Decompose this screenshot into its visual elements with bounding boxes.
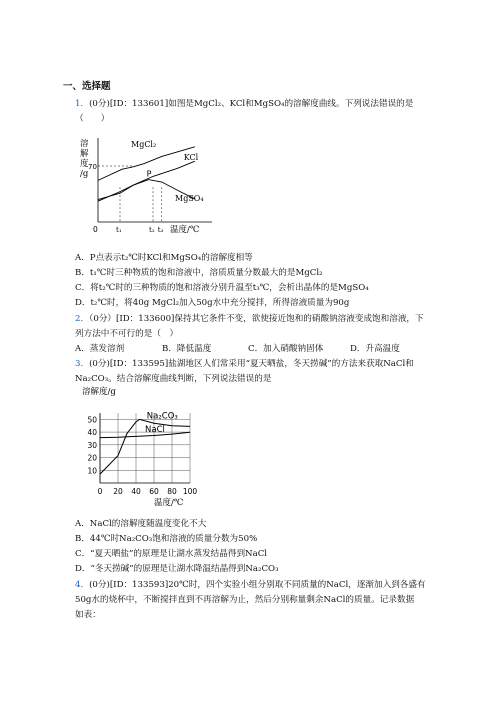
x-tick-label: 0 [97,487,103,496]
y-axis-label-char: 解 [80,149,89,159]
y-tick-label: 30 [87,440,97,450]
q2-option-c[interactable]: C．加入硝酸钠固体 [248,344,324,354]
question-4-number: 4． [75,580,90,590]
question-2-stem-line2: 列方法中不可行的是（ ） [75,329,179,339]
point-p-label: P [146,169,152,179]
y-tick-label: 20 [87,453,97,463]
question-4-text: (0分)[ID：133593]20℃时，四个实验小组分别取不同质量的NaCl，逐渐加入到各盛有 [89,580,426,590]
question-4-stem [75,578,426,590]
x-tick-label: t₁ [116,226,122,234]
q1-option-c[interactable]: C．将t₂℃时的三种物质的饱和溶液分别升温至t₃℃，会析出晶体的是MgSO₄ [75,283,369,293]
y-tick-label: 50 [87,415,97,425]
origin-label: 0 [93,225,98,234]
q3-option-d[interactable]: D．“冬天捞碱”的原理是让湖水降温结晶得到Na₂CO₃ [75,564,279,574]
y-axis-label-char: 溶 [80,139,89,149]
q3-option-a[interactable]: A．NaCl的溶解度随温度变化不大 [75,519,207,529]
x-tick-label: 100 [182,487,198,496]
solubility-chart-1 [76,134,216,246]
q2-option-b[interactable]: B．降低温度 [162,344,212,354]
solubility-chart-2 [82,385,212,507]
y-tick-label: 70 [88,163,97,171]
question-3-number: 3． [75,359,90,369]
x-tick-label: 80 [167,487,177,496]
series-label-2: MgSO₄ [175,194,204,204]
series-label-0: MgCl₂ [131,139,157,149]
question-3-stem-line2: Na₂CO₃。结合溶解度曲线判断，下列说法错误的是 [75,374,272,384]
q3-option-c[interactable]: C．“夏天晒盐”的原理是让湖水蒸发结晶得到NaCl [75,549,268,559]
series-label-1: NaCl [145,425,165,436]
question-1-stem [75,97,413,109]
x-tick-label: 40 [131,487,141,496]
y-axis-label-char: /g [80,169,89,179]
y-tick-label: 40 [87,428,97,438]
x-tick-label: t₂ [149,226,155,234]
x-tick-label: t₃ [157,226,164,234]
question-3-stem [75,357,414,369]
q2-option-a[interactable]: A．蒸发溶剂 [75,344,125,354]
question-3-text: (0分)[ID：133595]盐湖地区人们常采用“夏天晒盐，冬天捞碱”的方法来获取NaCl和 [89,359,414,369]
section-title: 一、选择题 [63,81,111,92]
x-axis-label: 温度/℃ [154,498,184,507]
question-1-number: 1． [75,99,90,109]
question-1-stem-line2: （ ） [75,114,110,124]
question-4-stem-line2: 50g水的烧杯中，不断搅拌直到不再溶解为止，然后分别称量剩余NaCl的质量。记录数据 [75,595,415,605]
q2-option-d[interactable]: D．升高温度 [350,344,400,354]
question-2-stem [75,312,424,324]
question-1-text: (0分)[ID：133601]如图是MgCl₂、KCl和MgSO₄的溶解度曲线。下列说法错误的是 [89,99,414,109]
question-4-stem-line3: 如表： [75,610,101,620]
question-2-text: （0分）[ID：133600]保持其它条件不变，欲使接近饱和的硝酸钠溶液变成饱和溶液，下 [89,314,424,324]
x-axis-label: 温度/℃ [170,225,200,235]
q1-option-d[interactable]: D．t₂℃时，将40g MgCl₂加入50g水中充分搅拌，所得溶液质量为90g [75,298,350,308]
series-label-0: Na₂CO₃ [146,411,178,422]
question-2-number: 2． [75,314,90,324]
y-axis-label: 溶解度/g [82,387,116,397]
y-tick-label: 10 [87,466,97,476]
x-tick-label: 60 [149,487,159,496]
series-label-1: KCl [183,153,199,163]
x-tick-label: 20 [113,487,123,496]
y-axis-label-char: 度 [80,159,89,169]
q3-option-b[interactable]: B．44℃时Na₂CO₃饱和溶液的质量分数为50% [75,534,258,544]
q1-option-a[interactable]: A．P点表示t₂℃时KCl和MgSO₄的溶解度相等 [75,253,253,263]
q1-option-b[interactable]: B．t₁℃时三种物质的饱和溶液中，溶质质量分数最大的是MgCl₂ [75,268,323,278]
